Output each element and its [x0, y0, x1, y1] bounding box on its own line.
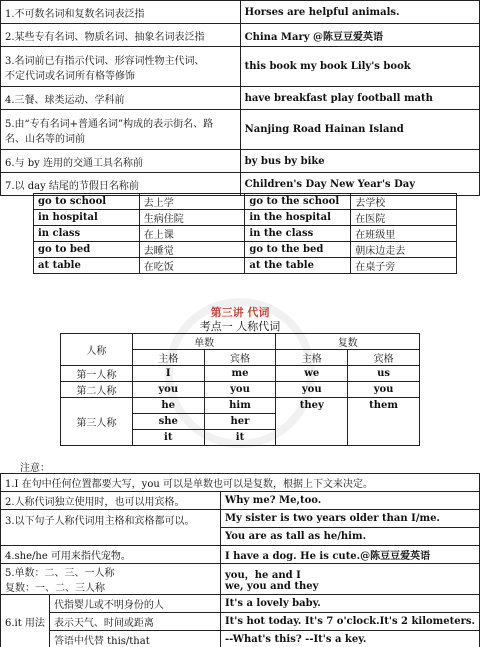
- pronoun-cell: you: [132, 382, 204, 398]
- table-row: [61, 334, 420, 350]
- phrase-pairs-table: [33, 193, 457, 274]
- it-usage-label: 6.it 用法: [1, 595, 50, 647]
- example-line: you，he and I: [224, 570, 301, 581]
- phrase-cell: in hospital: [34, 210, 140, 226]
- pronoun-cell: they: [276, 398, 348, 446]
- meaning-cell: 去上学: [139, 194, 245, 210]
- note-rule: [1, 564, 221, 595]
- subject-header: 主格: [132, 350, 204, 366]
- note-rule: 2.人称代词独立使用时，也可以用宾格。: [1, 492, 221, 510]
- table-row: [1, 24, 480, 47]
- singular-header: 单数: [132, 334, 276, 350]
- rule-line: 名、山名等的词前: [5, 133, 85, 145]
- table-row: [1, 546, 480, 564]
- pronoun-cell: I: [132, 366, 204, 382]
- plural-header: 复数: [276, 334, 420, 350]
- phrase-cell: at table: [34, 258, 140, 274]
- phrase-cell: in the class: [245, 226, 351, 242]
- example-cell: Children's Day New Year's Day: [240, 173, 479, 196]
- table-row: [1, 613, 480, 631]
- pronoun-cell: we: [276, 366, 348, 382]
- table-row: [1, 1, 480, 24]
- example-cell: have breakfast play football math: [240, 87, 479, 110]
- table-row: [1, 564, 480, 595]
- table-row: [61, 398, 420, 414]
- phrase-cell: at the table: [245, 258, 351, 274]
- meaning-cell: 在吃饭: [139, 258, 245, 274]
- rule-cell: 2.某些专有名词、物质名词、抽象名词表泛指: [1, 24, 241, 47]
- note-example: [220, 564, 479, 595]
- table-row: [1, 47, 480, 87]
- note-example: I have a dog. He is cute.@陈豆豆爱英语: [220, 546, 479, 564]
- table-row: [1, 631, 480, 647]
- table-row: [61, 382, 420, 398]
- pronoun-cell: you: [348, 382, 420, 398]
- phrase-cell: in the hospital: [245, 210, 351, 226]
- subject-header: 主格: [276, 350, 348, 366]
- pronoun-cell: us: [348, 366, 420, 382]
- note-example: It's hot today. It's 7 o'clock.It's 2 kilometers.: [220, 613, 479, 631]
- pronoun-cell: me: [204, 366, 276, 382]
- rule-line: 复数：一、二、三人称: [5, 583, 105, 594]
- example-line: we, you and they: [224, 581, 319, 592]
- meaning-cell: 去睡觉: [139, 242, 245, 258]
- pronoun-table: [60, 333, 420, 446]
- note-example: --What's this? --It's a key.: [220, 631, 479, 647]
- table-row: [1, 492, 480, 510]
- person-label: 第一人称: [61, 366, 133, 382]
- table-row: [1, 110, 480, 150]
- rule-line: 不定代词或名词所有格等修饰: [5, 70, 135, 82]
- rule-line: 3.名词前已有指示代词、形容词性物主代词、: [5, 55, 205, 67]
- phrase-cell: go to bed: [34, 242, 140, 258]
- rule-cell: 4.三餐、球类运动、学科前: [1, 87, 241, 110]
- table-row: [34, 258, 457, 274]
- pronoun-cell: you: [204, 382, 276, 398]
- person-header: 人称: [61, 334, 133, 366]
- pronoun-cell: them: [348, 398, 420, 446]
- pronoun-cell: her: [204, 414, 276, 430]
- person-label: 第二人称: [61, 382, 133, 398]
- meaning-cell: 生病住院: [139, 210, 245, 226]
- meaning-cell: 在上课: [139, 226, 245, 242]
- object-header: 宾格: [348, 350, 420, 366]
- object-header: 宾格: [204, 350, 276, 366]
- noun-rules-table: [0, 0, 480, 196]
- note-cell: 1.I 在句中任何位置都要大写，you 可以是单数也可以是复数，根据上下文来决定。: [1, 474, 480, 492]
- rule-line: 5.由“专有名词+普通名词”构成的表示街名、路: [5, 118, 214, 130]
- pronoun-cell: she: [132, 414, 204, 430]
- table-row: [1, 595, 480, 613]
- meaning-cell: 朝床边走去: [351, 242, 457, 258]
- pronoun-cell: it: [204, 430, 276, 446]
- meaning-cell: 在医院: [351, 210, 457, 226]
- lecture-title: 第三讲 代词: [210, 306, 270, 319]
- meaning-cell: 在班级里: [351, 226, 457, 242]
- table-row: [34, 242, 457, 258]
- table-row: [1, 474, 480, 492]
- table-row: [1, 150, 480, 173]
- meaning-cell: 去学校: [351, 194, 457, 210]
- note-example: It's a lovely baby.: [220, 595, 479, 613]
- pronoun-cell: it: [132, 430, 204, 446]
- table-row: [1, 87, 480, 110]
- table-row: [34, 226, 457, 242]
- note-rule: 表示天气、时间或距离: [49, 613, 220, 631]
- pronoun-cell: he: [132, 398, 204, 414]
- table-row: [1, 510, 480, 528]
- note-rule: 答语中代替 this/that: [49, 631, 220, 647]
- note-example: My sister is two years older than I/me.: [220, 510, 479, 528]
- rule-cell: [1, 47, 241, 87]
- example-cell: Horses are helpful animals.: [240, 1, 479, 24]
- phrase-cell: go to the bed: [245, 242, 351, 258]
- example-cell: China Mary @陈豆豆爱英语: [240, 24, 479, 47]
- note-example: You are as tall as he/him.: [220, 528, 479, 546]
- notes-table: [0, 473, 480, 647]
- phrase-cell: go to school: [34, 194, 140, 210]
- pronoun-cell: you: [276, 382, 348, 398]
- note-label: 注意：: [20, 463, 50, 474]
- rule-line: 5.单数：二、三、一人称: [5, 568, 115, 579]
- pronoun-cell: him: [204, 398, 276, 414]
- phrase-cell: go to the school: [245, 194, 351, 210]
- point-title: 考点一 人称代词: [199, 320, 281, 333]
- example-cell: this book my book Lily's book: [240, 47, 479, 87]
- phrase-cell: in class: [34, 226, 140, 242]
- rule-cell: 1.不可数名词和复数名词表泛指: [1, 1, 241, 24]
- note-rule: 3.以下句子人称代词用主格和宾格都可以。: [1, 510, 221, 546]
- example-cell: Nanjing Road Hainan Island: [240, 110, 479, 150]
- meaning-cell: 在桌子旁: [351, 258, 457, 274]
- table-row: [61, 366, 420, 382]
- example-cell: by bus by bike: [240, 150, 479, 173]
- rule-cell: 7.以 day 结尾的节假日名称前: [1, 173, 241, 196]
- note-rule: 代指婴儿或不明身份的人: [49, 595, 220, 613]
- table-row: [34, 194, 457, 210]
- table-row: [34, 210, 457, 226]
- person-label: 第三人称: [61, 398, 133, 446]
- rule-cell: 6.与 by 连用的交通工具名称前: [1, 150, 241, 173]
- note-example: Why me? Me,too.: [220, 492, 479, 510]
- note-rule: 4.she/he 可用来指代宠物。: [1, 546, 221, 564]
- rule-cell: [1, 110, 241, 150]
